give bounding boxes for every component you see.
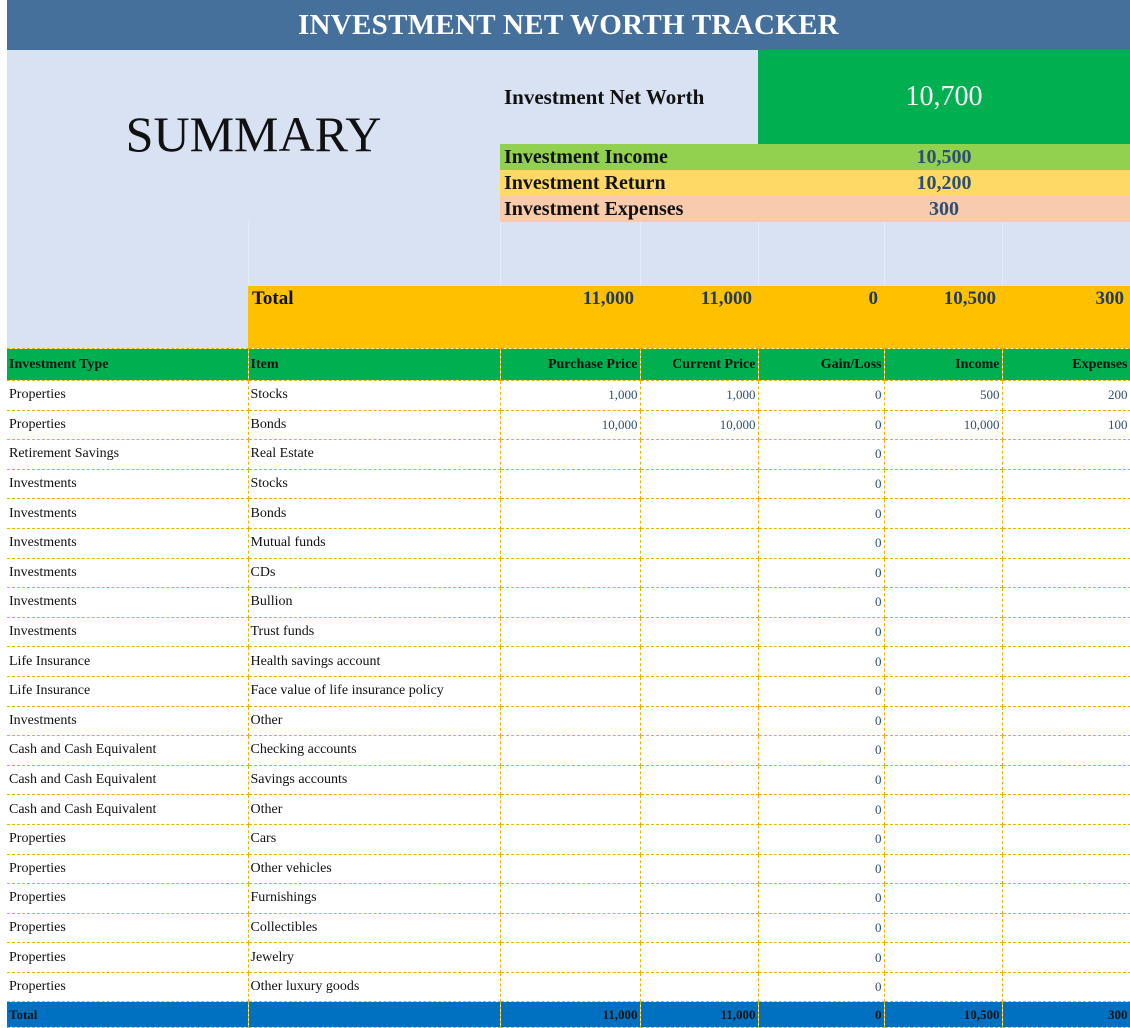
header-income[interactable]: Income <box>884 349 1002 381</box>
cell-expenses[interactable] <box>1002 617 1130 647</box>
cell-item[interactable]: Bullion <box>248 588 500 618</box>
cell-investment-type[interactable]: Investments <box>7 706 248 736</box>
return-value[interactable]: 10,200 <box>916 172 972 194</box>
footer-purchase-price[interactable]: 11,000 <box>500 1002 640 1028</box>
cell-gain-loss[interactable]: 0 <box>758 558 884 588</box>
cell-income[interactable] <box>884 647 1002 677</box>
cell-income[interactable] <box>884 736 1002 766</box>
cell-investment-type[interactable]: Properties <box>7 913 248 943</box>
cell-investment-type[interactable]: Cash and Cash Equivalent <box>7 795 248 825</box>
cell-expenses[interactable] <box>1002 854 1130 884</box>
cell-income[interactable] <box>884 469 1002 499</box>
cell-investment-type[interactable]: Investments <box>7 499 248 529</box>
cell-purchase-price[interactable] <box>500 617 640 647</box>
total-purchase-price[interactable]: 11,000 <box>582 288 634 309</box>
cell-purchase-price[interactable]: 10,000 <box>500 410 640 440</box>
cell-current-price[interactable] <box>640 499 758 529</box>
footer-item[interactable] <box>248 1002 500 1028</box>
footer-income[interactable]: 10,500 <box>884 1002 1002 1028</box>
page-title: INVESTMENT NET WORTH TRACKER <box>7 0 1130 50</box>
cell-expenses[interactable]: 200 <box>1002 381 1130 411</box>
cell-current-price[interactable] <box>640 676 758 706</box>
cell-expenses[interactable] <box>1002 943 1130 973</box>
cell-item[interactable]: Collectibles <box>248 913 500 943</box>
cell-current-price[interactable] <box>640 884 758 914</box>
table-row <box>7 647 1130 677</box>
cell-investment-type[interactable]: Properties <box>7 854 248 884</box>
cell-purchase-price[interactable] <box>500 528 640 558</box>
total-current-price[interactable]: 11,000 <box>700 288 752 309</box>
header-gain-loss[interactable]: Gain/Loss <box>758 349 884 381</box>
cell-income[interactable] <box>884 765 1002 795</box>
expenses-value[interactable]: 300 <box>929 198 959 220</box>
table-row <box>7 410 1130 440</box>
cell-current-price[interactable] <box>640 469 758 499</box>
table-row <box>7 736 1130 766</box>
cell-item[interactable]: Real Estate <box>248 440 500 470</box>
cell-purchase-price[interactable] <box>500 765 640 795</box>
income-value[interactable]: 10,500 <box>916 146 972 168</box>
cell-expenses[interactable] <box>1002 765 1130 795</box>
cell-gain-loss[interactable]: 0 <box>758 943 884 973</box>
cell-income[interactable] <box>884 440 1002 470</box>
cell-current-price[interactable] <box>640 617 758 647</box>
cell-gain-loss[interactable]: 0 <box>758 440 884 470</box>
cell-gain-loss[interactable]: 0 <box>758 588 884 618</box>
table-row <box>7 795 1130 825</box>
cell-item[interactable]: Trust funds <box>248 617 500 647</box>
table-row <box>7 706 1130 736</box>
table-row <box>7 884 1130 914</box>
cell-income[interactable] <box>884 795 1002 825</box>
cell-income[interactable] <box>884 617 1002 647</box>
table-row <box>7 499 1130 529</box>
footer-total-label[interactable]: Total <box>7 1002 248 1028</box>
cell-item[interactable]: Cars <box>248 824 500 854</box>
cell-item[interactable]: Bonds <box>248 499 500 529</box>
total-gain-loss[interactable]: 0 <box>868 288 878 309</box>
cell-investment-type[interactable]: Properties <box>7 972 248 1002</box>
cell-purchase-price[interactable] <box>500 736 640 766</box>
totals-strip <box>248 286 1130 348</box>
header-expenses[interactable]: Expenses <box>1002 349 1130 381</box>
cell-purchase-price[interactable] <box>500 588 640 618</box>
cell-expenses[interactable] <box>1002 913 1130 943</box>
cell-expenses[interactable] <box>1002 824 1130 854</box>
cell-item[interactable]: Savings accounts <box>248 765 500 795</box>
cell-item[interactable]: Other <box>248 706 500 736</box>
cell-expenses[interactable] <box>1002 588 1130 618</box>
cell-investment-type[interactable]: Investments <box>7 617 248 647</box>
cell-gain-loss[interactable]: 0 <box>758 854 884 884</box>
cell-gain-loss[interactable]: 0 <box>758 647 884 677</box>
cell-purchase-price[interactable] <box>500 943 640 973</box>
cell-current-price[interactable] <box>640 913 758 943</box>
cell-income[interactable] <box>884 884 1002 914</box>
cell-current-price[interactable] <box>640 588 758 618</box>
cell-income[interactable] <box>884 528 1002 558</box>
cell-income[interactable] <box>884 972 1002 1002</box>
cell-income[interactable] <box>884 499 1002 529</box>
cell-gain-loss[interactable]: 0 <box>758 736 884 766</box>
cell-current-price[interactable] <box>640 943 758 973</box>
table-row <box>7 381 1130 411</box>
table-row <box>7 617 1130 647</box>
investment-table <box>7 348 1130 1028</box>
cell-expenses[interactable] <box>1002 972 1130 1002</box>
cell-gain-loss[interactable]: 0 <box>758 381 884 411</box>
cell-gain-loss[interactable]: 0 <box>758 824 884 854</box>
cell-item[interactable]: Jewelry <box>248 943 500 973</box>
cell-income[interactable] <box>884 706 1002 736</box>
cell-current-price[interactable] <box>640 972 758 1002</box>
cell-current-price[interactable] <box>640 440 758 470</box>
cell-income[interactable] <box>884 913 1002 943</box>
cell-gain-loss[interactable]: 0 <box>758 765 884 795</box>
cell-item[interactable]: Stocks <box>248 469 500 499</box>
cell-income[interactable] <box>884 558 1002 588</box>
cell-purchase-price[interactable] <box>500 706 640 736</box>
table-row <box>7 824 1130 854</box>
cell-current-price[interactable] <box>640 706 758 736</box>
table-row <box>7 972 1130 1002</box>
cell-investment-type[interactable]: Life Insurance <box>7 647 248 677</box>
cell-gain-loss[interactable]: 0 <box>758 410 884 440</box>
cell-expenses[interactable] <box>1002 736 1130 766</box>
total-income[interactable]: 10,500 <box>943 288 996 309</box>
cell-current-price[interactable] <box>640 795 758 825</box>
return-summary-row <box>500 170 1130 196</box>
footer-current-price[interactable]: 11,000 <box>640 1002 758 1028</box>
cell-investment-type[interactable]: Cash and Cash Equivalent <box>7 765 248 795</box>
cell-current-price[interactable] <box>640 824 758 854</box>
cell-expenses[interactable]: 100 <box>1002 410 1130 440</box>
cell-item[interactable]: Health savings account <box>248 647 500 677</box>
cell-current-price[interactable] <box>640 854 758 884</box>
cell-investment-type[interactable]: Investments <box>7 469 248 499</box>
table-row <box>7 913 1130 943</box>
net-worth-label: Investment Net Worth <box>504 85 705 109</box>
cell-gain-loss[interactable]: 0 <box>758 884 884 914</box>
cell-expenses[interactable] <box>1002 528 1130 558</box>
table-row <box>7 558 1130 588</box>
cell-purchase-price[interactable] <box>500 972 640 1002</box>
cell-expenses[interactable] <box>1002 706 1130 736</box>
cell-investment-type[interactable]: Cash and Cash Equivalent <box>7 736 248 766</box>
table-header-row <box>7 349 1130 381</box>
cell-income[interactable]: 500 <box>884 381 1002 411</box>
return-label: Investment Return <box>504 172 666 194</box>
cell-income[interactable] <box>884 824 1002 854</box>
cell-purchase-price[interactable] <box>500 499 640 529</box>
cell-purchase-price[interactable] <box>500 884 640 914</box>
cell-current-price[interactable]: 1,000 <box>640 381 758 411</box>
cell-gain-loss[interactable]: 0 <box>758 469 884 499</box>
cell-gain-loss[interactable]: 0 <box>758 617 884 647</box>
cell-item[interactable]: Other <box>248 795 500 825</box>
table-row <box>7 469 1130 499</box>
cell-gain-loss[interactable]: 0 <box>758 972 884 1002</box>
cell-item[interactable]: CDs <box>248 558 500 588</box>
cell-purchase-price[interactable]: 1,000 <box>500 381 640 411</box>
table-row <box>7 440 1130 470</box>
table-row <box>7 765 1130 795</box>
cell-gain-loss[interactable]: 0 <box>758 676 884 706</box>
income-label: Investment Income <box>504 146 668 168</box>
net-worth-value[interactable]: 10,700 <box>905 81 983 112</box>
cell-investment-type[interactable]: Investments <box>7 528 248 558</box>
cell-item[interactable]: Bonds <box>248 410 500 440</box>
cell-item[interactable]: Furnishings <box>248 884 500 914</box>
cell-investment-type[interactable]: Properties <box>7 884 248 914</box>
cell-current-price[interactable] <box>640 765 758 795</box>
cell-income[interactable]: 10,000 <box>884 410 1002 440</box>
table-row <box>7 854 1130 884</box>
cell-expenses[interactable] <box>1002 499 1130 529</box>
table-row <box>7 676 1130 706</box>
cell-investment-type[interactable]: Life Insurance <box>7 676 248 706</box>
cell-income[interactable] <box>884 854 1002 884</box>
cell-item[interactable]: Stocks <box>248 381 500 411</box>
table-row <box>7 943 1130 973</box>
cell-investment-type[interactable]: Retirement Savings <box>7 440 248 470</box>
header-item[interactable]: Item <box>248 349 500 381</box>
cell-expenses[interactable] <box>1002 647 1130 677</box>
cell-income[interactable] <box>884 588 1002 618</box>
cell-current-price[interactable] <box>640 558 758 588</box>
cell-investment-type[interactable]: Properties <box>7 824 248 854</box>
cell-gain-loss[interactable]: 0 <box>758 706 884 736</box>
footer-expenses[interactable]: 300 <box>1002 1002 1130 1028</box>
cell-purchase-price[interactable] <box>500 913 640 943</box>
header-purchase-price[interactable]: Purchase Price <box>500 349 640 381</box>
cell-current-price[interactable] <box>640 528 758 558</box>
cell-purchase-price[interactable] <box>500 854 640 884</box>
cell-purchase-price[interactable] <box>500 440 640 470</box>
total-expenses[interactable]: 300 <box>1095 288 1124 309</box>
cell-gain-loss[interactable]: 0 <box>758 499 884 529</box>
cell-expenses[interactable] <box>1002 440 1130 470</box>
cell-purchase-price[interactable] <box>500 795 640 825</box>
cell-gain-loss[interactable]: 0 <box>758 795 884 825</box>
cell-income[interactable] <box>884 676 1002 706</box>
table-row <box>7 528 1130 558</box>
cell-expenses[interactable] <box>1002 558 1130 588</box>
cell-purchase-price[interactable] <box>500 676 640 706</box>
income-summary-row <box>500 144 1130 170</box>
totals-label: Total <box>252 288 294 309</box>
cell-item[interactable]: Other vehicles <box>248 854 500 884</box>
cell-investment-type[interactable]: Properties <box>7 410 248 440</box>
cell-item[interactable]: Other luxury goods <box>248 972 500 1002</box>
cell-gain-loss[interactable]: 0 <box>758 913 884 943</box>
cell-current-price[interactable] <box>640 647 758 677</box>
cell-item[interactable]: Face value of life insurance policy <box>248 676 500 706</box>
cell-purchase-price[interactable] <box>500 469 640 499</box>
cell-investment-type[interactable]: Properties <box>7 943 248 973</box>
summary-heading: SUMMARY <box>125 106 382 162</box>
cell-current-price[interactable]: 10,000 <box>640 410 758 440</box>
cell-item[interactable]: Mutual funds <box>248 528 500 558</box>
cell-gain-loss[interactable]: 0 <box>758 528 884 558</box>
cell-current-price[interactable] <box>640 736 758 766</box>
cell-expenses[interactable] <box>1002 676 1130 706</box>
cell-item[interactable]: Checking accounts <box>248 736 500 766</box>
cell-purchase-price[interactable] <box>500 824 640 854</box>
cell-investment-type[interactable]: Investments <box>7 558 248 588</box>
table-row <box>7 588 1130 618</box>
cell-investment-type[interactable]: Investments <box>7 588 248 618</box>
cell-expenses[interactable] <box>1002 469 1130 499</box>
cell-income[interactable] <box>884 943 1002 973</box>
cell-investment-type[interactable]: Properties <box>7 381 248 411</box>
cell-expenses[interactable] <box>1002 884 1130 914</box>
footer-gain-loss[interactable]: 0 <box>758 1002 884 1028</box>
header-investment-type[interactable]: Investment Type <box>7 349 248 381</box>
header-current-price[interactable]: Current Price <box>640 349 758 381</box>
cell-purchase-price[interactable] <box>500 558 640 588</box>
cell-purchase-price[interactable] <box>500 647 640 677</box>
expenses-summary-row <box>500 196 1130 222</box>
cell-expenses[interactable] <box>1002 795 1130 825</box>
table-footer-row <box>7 1002 1130 1028</box>
expenses-label: Investment Expenses <box>504 198 684 220</box>
